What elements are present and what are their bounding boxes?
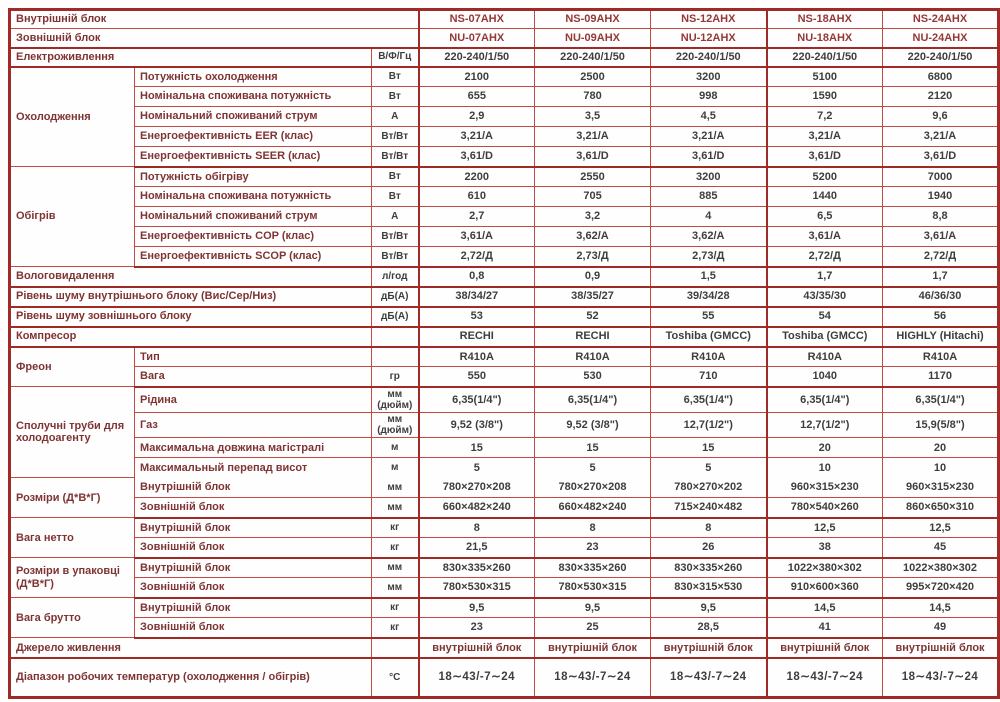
row-label-cell: Максимальный перепад висот xyxy=(135,458,372,478)
value-cell: 3,21/A xyxy=(651,127,767,147)
row-label-cell: Внутрішній блок xyxy=(135,598,372,618)
row-label-cell: Зовнішній блок xyxy=(135,618,372,638)
value-cell: 3,21/A xyxy=(767,127,883,147)
row-label-cell: Зовнішній блок xyxy=(10,29,419,48)
row-label-cell: Рідина xyxy=(135,387,372,413)
group-cell: Розміри в упаковці (Д*В*Г) xyxy=(10,558,135,598)
unit-cell xyxy=(372,327,419,347)
value-cell: внутрішній блок xyxy=(651,638,767,658)
value-cell: 3,21/A xyxy=(419,127,535,147)
row-label-cell: Вага xyxy=(135,367,372,387)
value-cell: 2100 xyxy=(419,67,535,87)
value-cell: 3,21/A xyxy=(535,127,651,147)
value-cell: 780×270×208 xyxy=(535,478,651,498)
value-cell: 1440 xyxy=(767,187,883,207)
table-row-net-weight-outdoor xyxy=(10,538,999,558)
value-cell: 1,7 xyxy=(767,267,883,287)
value-cell: 995×720×420 xyxy=(883,578,999,598)
value-cell: 7000 xyxy=(883,167,999,187)
model-cell: NU-18AHX xyxy=(767,29,883,48)
value-cell: 6800 xyxy=(883,67,999,87)
group-cell: Охолодження xyxy=(10,67,135,167)
value-cell: 2,72/Д xyxy=(767,247,883,267)
unit-cell: л/год xyxy=(372,267,419,287)
value-cell: 49 xyxy=(883,618,999,638)
value-cell: 960×315×230 xyxy=(767,478,883,498)
unit-cell: кг xyxy=(372,518,419,538)
table-row-dims-outdoor xyxy=(10,498,999,518)
row-label-cell: Енергоефективність SEER (клас) xyxy=(135,147,372,167)
value-cell: 12,5 xyxy=(883,518,999,538)
value-cell: внутрішній блок xyxy=(535,638,651,658)
value-cell: 20 xyxy=(883,438,999,458)
table-row-gross-weight-indoor xyxy=(10,598,999,618)
value-cell: 8 xyxy=(535,518,651,538)
unit-cell: кг xyxy=(372,618,419,638)
table-row-pipe-max-length xyxy=(10,438,999,458)
value-cell: 45 xyxy=(883,538,999,558)
value-cell: 15 xyxy=(651,438,767,458)
row-label-cell: Рівень шуму внутрішнього блоку (Вис/Сер/Низ) xyxy=(10,287,372,307)
row-label-cell: Номінальний споживаний струм xyxy=(135,207,372,227)
value-cell: 550 xyxy=(419,367,535,387)
value-cell: 6,35(1/4") xyxy=(883,387,999,413)
value-cell: 56 xyxy=(883,307,999,327)
row-label-cell: Газ xyxy=(135,412,372,437)
value-cell: внутрішній блок xyxy=(419,638,535,658)
value-cell: 2,73/Д xyxy=(535,247,651,267)
table-row-compressor xyxy=(10,327,999,347)
value-cell: 18∼43/-7∼24 xyxy=(535,658,651,698)
value-cell: 3,61/D xyxy=(419,147,535,167)
unit-cell: мм xyxy=(372,558,419,578)
value-cell: 18∼43/-7∼24 xyxy=(651,658,767,698)
value-cell: 18∼43/-7∼24 xyxy=(767,658,883,698)
value-cell: 9,52 (3/8") xyxy=(419,412,535,437)
table-row-gross-weight-outdoor xyxy=(10,618,999,638)
value-cell: 780×540×260 xyxy=(767,498,883,518)
row-label-cell: Компресор xyxy=(10,327,372,347)
unit-cell: Вт/Вт xyxy=(372,247,419,267)
table-row-outdoor-model xyxy=(10,29,999,48)
table-row-noise-outdoor xyxy=(10,307,999,327)
model-cell: NU-12AHX xyxy=(651,29,767,48)
value-cell: 220-240/1/50 xyxy=(419,48,535,67)
value-cell: 21,5 xyxy=(419,538,535,558)
row-label-cell: Вологовидалення xyxy=(10,267,372,287)
value-cell: RECHI xyxy=(419,327,535,347)
value-cell: 1590 xyxy=(767,87,883,107)
value-cell: 6,5 xyxy=(767,207,883,227)
unit-cell: мм (дюйм) xyxy=(372,412,419,437)
value-cell: 2,9 xyxy=(419,107,535,127)
value-cell: 38 xyxy=(767,538,883,558)
value-cell: 4,5 xyxy=(651,107,767,127)
value-cell: 715×240×482 xyxy=(651,498,767,518)
value-cell: 3,61/D xyxy=(651,147,767,167)
table-row-heating-rated-current xyxy=(10,207,999,227)
unit-cell: кг xyxy=(372,598,419,618)
value-cell: 5 xyxy=(651,458,767,478)
value-cell: 25 xyxy=(535,618,651,638)
value-cell: 15 xyxy=(535,438,651,458)
value-cell: 46/36/30 xyxy=(883,287,999,307)
row-label-cell: Енергоефективність EER (клас) xyxy=(135,127,372,147)
model-cell: NS-24AHX xyxy=(883,10,999,29)
value-cell: R410A xyxy=(767,347,883,367)
table-row-cooling-rated-power xyxy=(10,87,999,107)
value-cell: 54 xyxy=(767,307,883,327)
table-row-heating-rated-power xyxy=(10,187,999,207)
value-cell: внутрішній блок xyxy=(883,638,999,658)
table-row-dehumidification xyxy=(10,267,999,287)
group-cell: Вага нетто xyxy=(10,518,135,558)
value-cell: 14,5 xyxy=(767,598,883,618)
value-cell: 2550 xyxy=(535,167,651,187)
value-cell: 9,5 xyxy=(651,598,767,618)
table-row-pack-dims-indoor xyxy=(10,558,999,578)
table-row-indoor-model xyxy=(10,10,999,29)
value-cell: 3200 xyxy=(651,167,767,187)
value-cell: 6,35(1/4") xyxy=(535,387,651,413)
value-cell: 530 xyxy=(535,367,651,387)
value-cell: 780×530×315 xyxy=(535,578,651,598)
value-cell: 23 xyxy=(535,538,651,558)
group-cell: Розміри (Д*В*Г) xyxy=(10,478,135,518)
unit-cell: мм (дюйм) xyxy=(372,387,419,413)
value-cell: 830×335×260 xyxy=(419,558,535,578)
table-row-pack-dims-outdoor xyxy=(10,578,999,598)
value-cell: R410A xyxy=(651,347,767,367)
value-cell: 5100 xyxy=(767,67,883,87)
value-cell: 885 xyxy=(651,187,767,207)
unit-cell: м xyxy=(372,438,419,458)
value-cell: 3200 xyxy=(651,67,767,87)
unit-cell: Вт/Вт xyxy=(372,227,419,247)
value-cell: 910×600×360 xyxy=(767,578,883,598)
value-cell: 7,2 xyxy=(767,107,883,127)
value-cell: 8 xyxy=(419,518,535,538)
unit-cell: °С xyxy=(372,658,419,698)
value-cell: 15 xyxy=(419,438,535,458)
value-cell: 1,5 xyxy=(651,267,767,287)
value-cell: 220-240/1/50 xyxy=(767,48,883,67)
value-cell: 38/34/27 xyxy=(419,287,535,307)
unit-cell: кг xyxy=(372,538,419,558)
value-cell: 39/34/28 xyxy=(651,287,767,307)
row-label-cell: Номінальна споживана потужність xyxy=(135,187,372,207)
row-label-cell: Номінальна споживана потужність xyxy=(135,87,372,107)
value-cell: 1940 xyxy=(883,187,999,207)
value-cell: 10 xyxy=(883,458,999,478)
row-label-cell: Діапазон робочих температур (охолодження / обігрів) xyxy=(10,658,372,698)
value-cell: HIGHLY (Hitachi) xyxy=(883,327,999,347)
value-cell: 43/35/30 xyxy=(767,287,883,307)
row-label-cell: Внутрішній блок xyxy=(135,518,372,538)
value-cell: 9,6 xyxy=(883,107,999,127)
model-cell: NS-07AHX xyxy=(419,10,535,29)
value-cell: 12,7(1/2") xyxy=(767,412,883,437)
value-cell: 830×335×260 xyxy=(651,558,767,578)
value-cell: 3,21/A xyxy=(883,127,999,147)
value-cell: 0,9 xyxy=(535,267,651,287)
unit-cell: мм xyxy=(372,578,419,598)
value-cell: 9,52 (3/8") xyxy=(535,412,651,437)
value-cell: 830×315×530 xyxy=(651,578,767,598)
unit-cell: Вт xyxy=(372,67,419,87)
row-label-cell: Максимальна довжина магістралі xyxy=(135,438,372,458)
value-cell: внутрішній блок xyxy=(767,638,883,658)
value-cell: 1022×380×302 xyxy=(767,558,883,578)
model-cell: NU-07AHX xyxy=(419,29,535,48)
table-row-cooling-capacity xyxy=(10,67,999,87)
row-label-cell: Зовнішній блок xyxy=(135,538,372,558)
unit-cell: В/Ф/Гц xyxy=(372,48,419,67)
group-cell: Фреон xyxy=(10,347,135,387)
spec-table-body xyxy=(10,10,999,698)
value-cell: Toshiba (GMCC) xyxy=(651,327,767,347)
row-label-cell: Електроживлення xyxy=(10,48,372,67)
table-row-operating-temp-range xyxy=(10,658,999,698)
unit-cell: дБ(А) xyxy=(372,307,419,327)
value-cell: 710 xyxy=(651,367,767,387)
value-cell: 705 xyxy=(535,187,651,207)
table-row-cooling-seer xyxy=(10,147,999,167)
unit-cell: А xyxy=(372,107,419,127)
row-label-cell: Зовнішній блок xyxy=(135,578,372,598)
value-cell: 15,9(5/8") xyxy=(883,412,999,437)
value-cell: 52 xyxy=(535,307,651,327)
value-cell: 2500 xyxy=(535,67,651,87)
value-cell: 41 xyxy=(767,618,883,638)
table-row-noise-indoor xyxy=(10,287,999,307)
value-cell: 26 xyxy=(651,538,767,558)
value-cell: 3,62/A xyxy=(535,227,651,247)
value-cell: 830×335×260 xyxy=(535,558,651,578)
row-label-cell: Зовнішній блок xyxy=(135,498,372,518)
unit-cell: дБ(А) xyxy=(372,287,419,307)
unit-cell xyxy=(372,638,419,658)
value-cell: R410A xyxy=(883,347,999,367)
value-cell: 1040 xyxy=(767,367,883,387)
value-cell: 53 xyxy=(419,307,535,327)
value-cell: 5 xyxy=(419,458,535,478)
value-cell: 3,61/D xyxy=(883,147,999,167)
row-label-cell: Рівень шуму зовнішнього блоку xyxy=(10,307,372,327)
value-cell: 2,72/Д xyxy=(883,247,999,267)
unit-cell: Вт xyxy=(372,167,419,187)
value-cell: 2200 xyxy=(419,167,535,187)
value-cell: 780 xyxy=(535,87,651,107)
value-cell: 8,8 xyxy=(883,207,999,227)
table-row-heating-scop xyxy=(10,247,999,267)
table-row-power-source xyxy=(10,638,999,658)
value-cell: 220-240/1/50 xyxy=(883,48,999,67)
value-cell: 3,5 xyxy=(535,107,651,127)
value-cell: 2,72/Д xyxy=(419,247,535,267)
value-cell: 780×270×202 xyxy=(651,478,767,498)
value-cell: 4 xyxy=(651,207,767,227)
row-label-cell: Енергоефективність COP (клас) xyxy=(135,227,372,247)
value-cell: 998 xyxy=(651,87,767,107)
table-row-pipe-liquid xyxy=(10,387,999,413)
value-cell: 28,5 xyxy=(651,618,767,638)
model-cell: NU-09AHX xyxy=(535,29,651,48)
value-cell: 0,8 xyxy=(419,267,535,287)
unit-cell: мм xyxy=(372,478,419,498)
group-cell: Вага брутто xyxy=(10,598,135,638)
unit-cell: м xyxy=(372,458,419,478)
table-row-heating-capacity xyxy=(10,167,999,187)
row-label-cell: Потужність охолодження xyxy=(135,67,372,87)
value-cell: RECHI xyxy=(535,327,651,347)
row-label-cell: Тип xyxy=(135,347,372,367)
value-cell: 780×530×315 xyxy=(419,578,535,598)
value-cell: R410A xyxy=(419,347,535,367)
row-label-cell: Джерело живлення xyxy=(10,638,372,658)
model-cell: NS-12AHX xyxy=(651,10,767,29)
value-cell: 3,62/A xyxy=(651,227,767,247)
value-cell: 780×270×208 xyxy=(419,478,535,498)
model-cell: NS-18AHX xyxy=(767,10,883,29)
unit-cell: гр xyxy=(372,367,419,387)
value-cell: 1022×380×302 xyxy=(883,558,999,578)
value-cell: 1,7 xyxy=(883,267,999,287)
spec-table xyxy=(8,8,1000,699)
value-cell: 23 xyxy=(419,618,535,638)
value-cell: 12,7(1/2") xyxy=(651,412,767,437)
unit-cell: Вт xyxy=(372,87,419,107)
table-row-pipe-max-elevation xyxy=(10,458,999,478)
table-row-net-weight-indoor xyxy=(10,518,999,538)
row-label-cell: Енергоефективність SCOP (клас) xyxy=(135,247,372,267)
value-cell: 3,61/D xyxy=(767,147,883,167)
table-row-heating-cop xyxy=(10,227,999,247)
table-row-cooling-rated-current xyxy=(10,107,999,127)
unit-cell: Вт/Вт xyxy=(372,127,419,147)
value-cell: 220-240/1/50 xyxy=(535,48,651,67)
table-row-dims-indoor xyxy=(10,478,999,498)
table-row-power-supply-spec xyxy=(10,48,999,67)
value-cell: 6,35(1/4") xyxy=(419,387,535,413)
unit-cell: А xyxy=(372,207,419,227)
value-cell: 220-240/1/50 xyxy=(651,48,767,67)
value-cell: 5200 xyxy=(767,167,883,187)
table-row-refrigerant-weight xyxy=(10,367,999,387)
row-label-cell: Номінальний споживаний струм xyxy=(135,107,372,127)
value-cell: 12,5 xyxy=(767,518,883,538)
value-cell: 5 xyxy=(535,458,651,478)
value-cell: 2120 xyxy=(883,87,999,107)
model-cell: NU-24AHX xyxy=(883,29,999,48)
table-row-cooling-eer xyxy=(10,127,999,147)
value-cell: 2,7 xyxy=(419,207,535,227)
value-cell: 55 xyxy=(651,307,767,327)
value-cell: 6,35(1/4") xyxy=(651,387,767,413)
value-cell: 860×650×310 xyxy=(883,498,999,518)
value-cell: Toshiba (GMCC) xyxy=(767,327,883,347)
table-row-refrigerant-type xyxy=(10,347,999,367)
value-cell: 1170 xyxy=(883,367,999,387)
value-cell: R410A xyxy=(535,347,651,367)
group-cell: Обігрів xyxy=(10,167,135,267)
unit-cell xyxy=(372,347,419,367)
value-cell: 2,73/Д xyxy=(651,247,767,267)
value-cell: 6,35(1/4") xyxy=(767,387,883,413)
value-cell: 660×482×240 xyxy=(419,498,535,518)
group-cell: Сполучні труби для холодоагенту xyxy=(10,387,135,478)
value-cell: 610 xyxy=(419,187,535,207)
value-cell: 9,5 xyxy=(535,598,651,618)
value-cell: 18∼43/-7∼24 xyxy=(883,658,999,698)
row-label-cell: Внутрішній блок xyxy=(135,558,372,578)
value-cell: 3,61/A xyxy=(883,227,999,247)
value-cell: 18∼43/-7∼24 xyxy=(419,658,535,698)
value-cell: 20 xyxy=(767,438,883,458)
unit-cell: Вт xyxy=(372,187,419,207)
value-cell: 3,61/A xyxy=(419,227,535,247)
row-label-cell: Потужність обігріву xyxy=(135,167,372,187)
unit-cell: Вт/Вт xyxy=(372,147,419,167)
unit-cell: мм xyxy=(372,498,419,518)
model-cell: NS-09AHX xyxy=(535,10,651,29)
row-label-cell: Внутрішній блок xyxy=(135,478,372,498)
value-cell: 14,5 xyxy=(883,598,999,618)
value-cell: 3,2 xyxy=(535,207,651,227)
row-label-cell: Внутрішній блок xyxy=(10,10,419,29)
value-cell: 8 xyxy=(651,518,767,538)
value-cell: 3,61/A xyxy=(767,227,883,247)
value-cell: 10 xyxy=(767,458,883,478)
value-cell: 9,5 xyxy=(419,598,535,618)
value-cell: 3,61/D xyxy=(535,147,651,167)
value-cell: 960×315×230 xyxy=(883,478,999,498)
table-row-pipe-gas xyxy=(10,412,999,437)
value-cell: 38/35/27 xyxy=(535,287,651,307)
value-cell: 655 xyxy=(419,87,535,107)
value-cell: 660×482×240 xyxy=(535,498,651,518)
